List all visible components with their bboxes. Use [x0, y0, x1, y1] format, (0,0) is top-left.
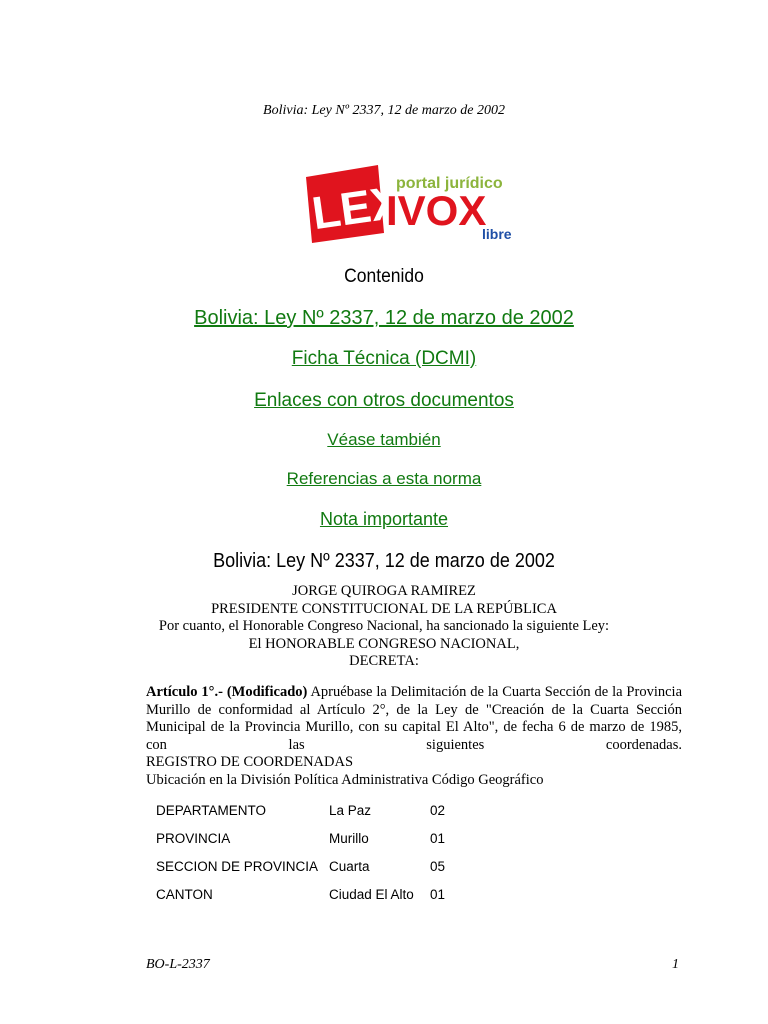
table-cell-code: 01: [430, 887, 446, 902]
article-1: [146, 684, 682, 789]
preamble-line: DECRETA:: [349, 653, 419, 669]
table-cell-label: CANTON: [156, 887, 213, 902]
logo-libre-text: libre: [482, 226, 512, 242]
table-cell-value: Cuarta: [329, 859, 370, 874]
preamble-line: Por cuanto, el Honorable Congreso Nacional, ha sancionado la siguiente Ley:: [158, 618, 610, 634]
toc-link-nota-importante[interactable]: Nota importante: [319, 509, 449, 529]
table-cell-label: PROVINCIA: [156, 831, 231, 846]
toc-link-ley[interactable]: Bolivia: Ley Nº 2337, 12 de marzo de 2002: [194, 307, 574, 329]
coordinates-table: [156, 803, 445, 915]
table-cell-code: 02: [430, 803, 446, 818]
section-title: Bolivia: Ley Nº 2337, 12 de marzo de 2002: [213, 550, 555, 572]
preamble-line: El HONORABLE CONGRESO NACIONAL,: [248, 635, 520, 652]
footer-doc-code: BO-L-2337: [146, 957, 210, 972]
location-heading: Ubicación en la División Política Administrativa Código Geográfico: [146, 771, 544, 788]
table-cell-value: Murillo: [329, 831, 369, 846]
preamble: [0, 583, 768, 671]
article-modifier: (Modificado): [226, 684, 308, 700]
table-cell-label: SECCION DE PROVINCIA: [156, 859, 319, 874]
preamble-line: JORGE QUIROGA RAMIREZ: [292, 583, 476, 599]
article-text: Apruébase la Delimitación de la Cuarta Sección de la Provincia Murillo de conformidad al Artículo 2°, de la Ley de "Creación de la Cuarta Sección Municipal de la Provincia Murillo, con su capital El Alto", de fecha 6 de marzo de 1985, con las siguientes coordenadas.: [146, 684, 683, 753]
table-cell-code: 01: [430, 831, 446, 846]
lexivox-logo-graphic: [304, 163, 526, 245]
table-row: [156, 859, 445, 887]
running-header: Bolivia: Ley Nº 2337, 12 de marzo de 2002: [263, 103, 505, 118]
article-label: Artículo 1°.-: [146, 684, 223, 700]
toc-link-referencias[interactable]: Referencias a esta norma: [286, 469, 482, 488]
toc-link-ficha-tecnica[interactable]: Ficha Técnica (DCMI): [291, 348, 477, 369]
table-cell-value: La Paz: [329, 803, 372, 818]
toc-link-enlaces[interactable]: Enlaces con otros documentos: [254, 390, 514, 411]
toc-link-vease-tambien[interactable]: Véase también: [327, 430, 441, 449]
footer-page-number: 1: [672, 957, 679, 972]
table-row: [156, 831, 445, 859]
lexivox-logo: [304, 163, 526, 245]
logo-portal-text: portal jurídico: [396, 175, 503, 192]
table-cell-code: 05: [430, 859, 446, 874]
toc-title: Contenido: [344, 266, 424, 287]
logo-lex-text: LEX: [308, 175, 405, 240]
table-cell-label: DEPARTAMENTO: [156, 803, 267, 818]
logo-vox-text: IVOX: [386, 187, 487, 234]
article-paragraph: [146, 684, 682, 754]
registry-heading: REGISTRO DE COORDENADAS: [146, 754, 354, 770]
table-cell-value: Ciudad El Alto: [329, 887, 414, 902]
table-row: [156, 803, 445, 831]
preamble-line: PRESIDENTE CONSTITUCIONAL DE LA REPÚBLICA: [211, 600, 557, 617]
table-row: [156, 887, 445, 915]
